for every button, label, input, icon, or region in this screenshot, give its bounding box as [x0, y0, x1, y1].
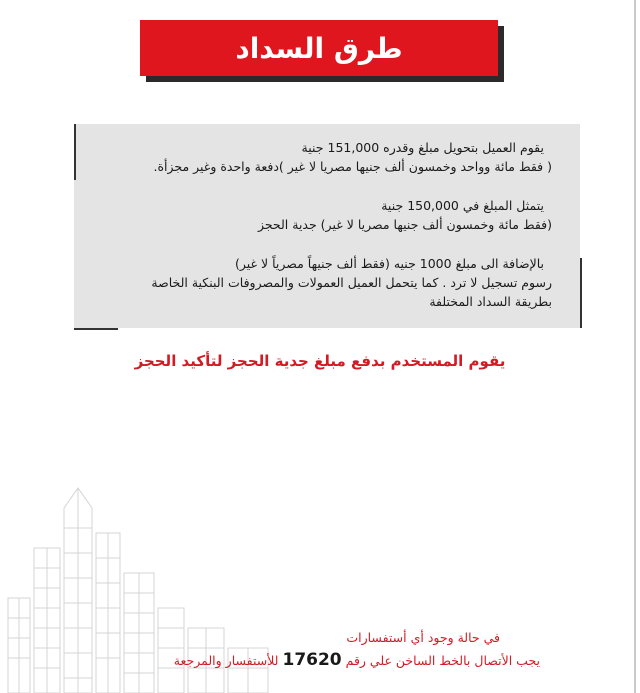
- paragraph-line: بالإضافة الى مبلغ 1000 جنيه (فقط ألف جنيهاً مصرياً لا غير): [234, 256, 544, 271]
- contact-text: يجب الأتصال بالخط الساخن علي رقم: [345, 653, 540, 668]
- contact-block: [174, 628, 540, 673]
- paragraph-line: رسوم تسجيل لا ترد . كما يتحمل العميل العمولات والمصروفات البنكية الخاصة: [151, 275, 552, 290]
- instruction-text: يقوم المستخدم بدفع مبلغ جدية الحجز لتأكيد الحجز: [134, 352, 506, 370]
- title-banner: [140, 20, 498, 76]
- hotline-number: 17620: [282, 650, 342, 670]
- box-corner-mark: [74, 124, 76, 180]
- box-corner-mark: [580, 258, 582, 328]
- paragraph-line: ( فقط مائة وواحد وخمسون ألف جنيها مصريا لا غير )دفعة واحدة وغير مجزأة.: [153, 159, 552, 174]
- payment-paragraph: [84, 196, 552, 234]
- contact-line: [174, 648, 540, 673]
- paragraph-line: (فقط مائة وخمسون ألف جنيها مصريا لا غير) جدية الحجز: [257, 217, 552, 232]
- contact-line: في حالة وجود أي أستفسارات: [346, 630, 500, 645]
- box-corner-mark: [74, 328, 118, 330]
- contact-text: للأستفسار والمرجعة: [173, 653, 279, 668]
- payment-info-box: [74, 124, 580, 328]
- page-title: طرق السداد: [235, 31, 403, 65]
- page-border: [634, 0, 636, 693]
- paragraph-line: بطريقة السداد المختلفة: [429, 294, 552, 309]
- paragraph-line: يتمثل المبلغ في 150,000 جنية: [381, 198, 544, 213]
- paragraph-line: يقوم العميل بتحويل مبلغ وقدره 151,000 جنية: [301, 140, 544, 155]
- payment-paragraph: [84, 254, 552, 311]
- payment-paragraph: [84, 138, 552, 176]
